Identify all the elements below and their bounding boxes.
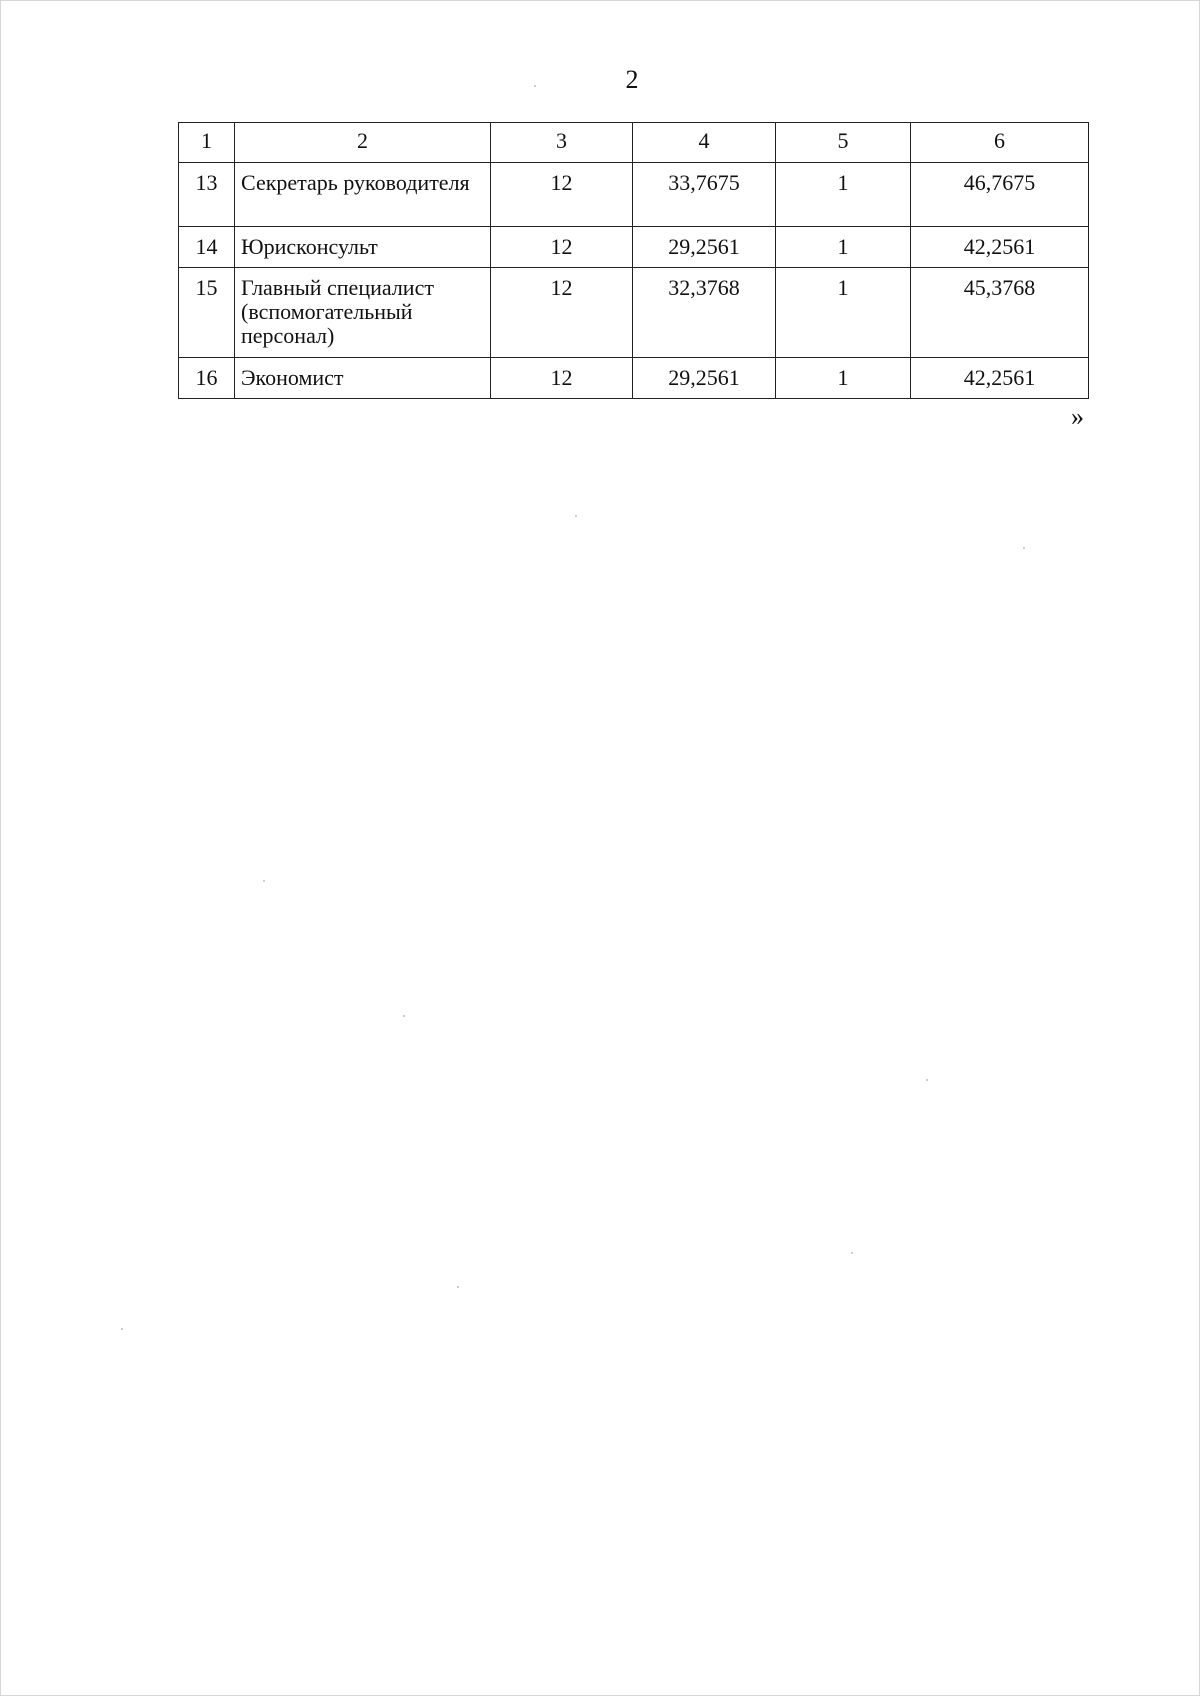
column-6-value: 45,3768	[911, 268, 1089, 358]
column-5-value: 1	[776, 358, 911, 399]
column-3-value: 12	[491, 268, 633, 358]
header-cell: 4	[633, 123, 776, 163]
table-header-row	[179, 123, 1089, 163]
scan-speck	[121, 1328, 123, 1330]
closing-quote: »	[1071, 402, 1084, 431]
row-number: 13	[179, 163, 235, 227]
column-3-value: 12	[491, 163, 633, 227]
column-6-value: 46,7675	[911, 163, 1089, 227]
page-number: 2	[625, 65, 639, 94]
position-name: Главный специалист (вспомогательный персонал)	[235, 268, 491, 358]
table-row	[179, 163, 1089, 227]
header-cell: 5	[776, 123, 911, 163]
row-number: 15	[179, 268, 235, 358]
scan-speck	[851, 1252, 853, 1254]
column-3-value: 12	[491, 358, 633, 399]
header-cell: 6	[911, 123, 1089, 163]
scan-speck	[926, 1079, 928, 1081]
scan-speck	[403, 1015, 405, 1017]
position-name: Секретарь руководителя	[235, 163, 491, 227]
scan-speck	[1023, 547, 1025, 549]
scan-speck	[457, 1286, 459, 1288]
column-4-value: 29,2561	[633, 358, 776, 399]
position-name: Юрисконсульт	[235, 227, 491, 268]
row-number: 16	[179, 358, 235, 399]
column-5-value: 1	[776, 268, 911, 358]
table-row	[179, 268, 1089, 358]
column-5-value: 1	[776, 163, 911, 227]
header-cell: 2	[235, 123, 491, 163]
row-number: 14	[179, 227, 235, 268]
table-row	[179, 358, 1089, 399]
column-6-value: 42,2561	[911, 358, 1089, 399]
column-3-value: 12	[491, 227, 633, 268]
header-cell: 1	[179, 123, 235, 163]
column-6-value: 42,2561	[911, 227, 1089, 268]
scan-speck	[534, 85, 536, 87]
staff-table	[178, 122, 1089, 399]
column-4-value: 33,7675	[633, 163, 776, 227]
column-4-value: 32,3768	[633, 268, 776, 358]
position-name: Экономист	[235, 358, 491, 399]
column-4-value: 29,2561	[633, 227, 776, 268]
scan-speck	[575, 515, 577, 517]
column-5-value: 1	[776, 227, 911, 268]
header-cell: 3	[491, 123, 633, 163]
table-row	[179, 227, 1089, 268]
scan-speck	[263, 880, 265, 882]
